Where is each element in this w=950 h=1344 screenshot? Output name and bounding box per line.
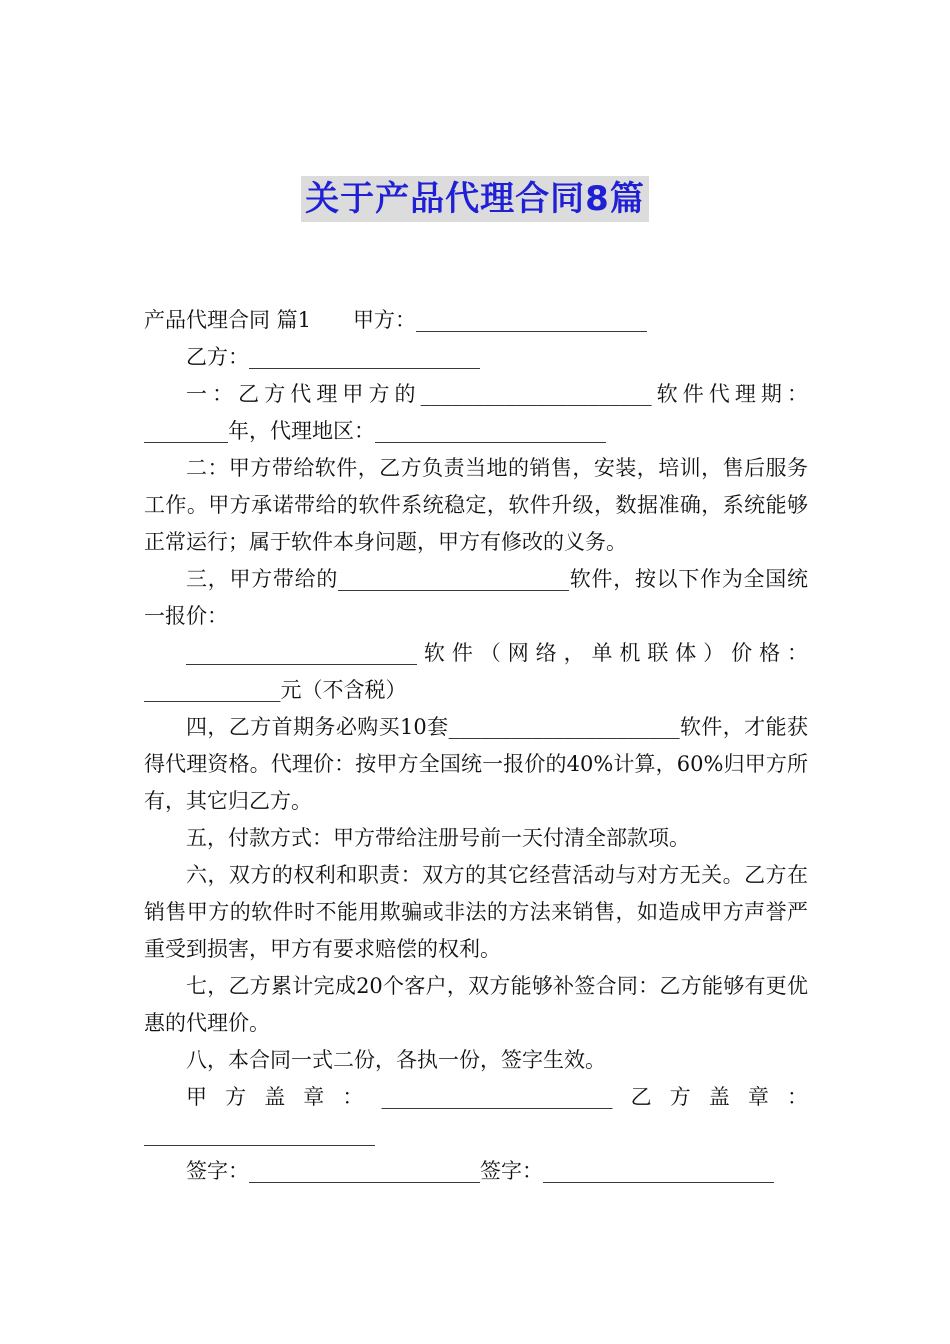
paragraph-clause-6: 六，双方的权利和职责：双方的其它经营活动与对方无关。乙方在销售甲方的软件时不能用欺骗或非法的方法来销售，如造成甲方声誉严重受到损害，甲方有要求赔偿的权利。 — [144, 863, 808, 961]
paragraph-clause-8: 八，本合同一式二份，各执一份，签字生效。 — [186, 1048, 606, 1072]
paragraph-seals: 甲方盖章：______________________乙方盖章：______________________ — [144, 1085, 808, 1146]
paragraph-header: 产品代理合同 篇1 甲方：______________________ — [144, 308, 648, 332]
paragraph-signatures: 签字：______________________签字：______________________ — [186, 1159, 774, 1183]
paragraph-price: ______________________软件（网络，单机联体）价格：_____________元（不含税） — [144, 641, 808, 702]
paragraph-clause-7: 七，乙方累计完成20个客户，双方能够补签合同：乙方能够有更优惠的代理价。 — [144, 974, 808, 1035]
paragraph-clause-1: 一：乙方代理甲方的______________________软件代理期：________年，代理地区：______________________ — [144, 382, 808, 443]
document-title: 关于产品代理合同8篇 — [301, 176, 649, 222]
paragraph-clause-4: 四，乙方首期务必购买10套______________________软件，才能获得代理资格。代理价：按甲方全国统一报价的40%计算，60%归甲方所有，其它归乙方。 — [144, 715, 808, 813]
paragraph-clause-3: 三，甲方带给的______________________软件，按以下作为全国统一报价： — [144, 567, 808, 628]
paragraph-party-b: 乙方：______________________ — [186, 345, 480, 369]
title-container — [0, 176, 950, 222]
paragraph-clause-2: 二：甲方带给软件，乙方负责当地的销售，安装，培训，售后服务工作。甲方承诺带给的软件系统稳定，软件升级，数据准确，系统能够正常运行；属于软件本身问题，甲方有修改的义务。 — [144, 456, 808, 554]
document-body — [144, 302, 808, 1190]
paragraph-clause-5: 五，付款方式：甲方带给注册号前一天付清全部款项。 — [186, 826, 690, 850]
